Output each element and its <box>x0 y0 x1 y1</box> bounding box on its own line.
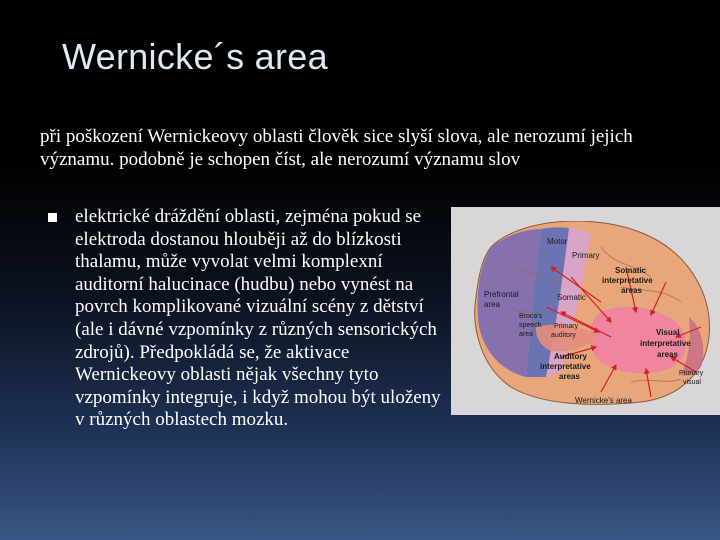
label-brocas-2: speech <box>519 322 542 329</box>
label-visual-interp-3: areas <box>657 350 678 359</box>
label-somatic-interp-1: Somatic <box>615 266 647 275</box>
label-auditory-interp-1: Auditory <box>554 352 587 361</box>
label-somatic-interp-2: interpretative <box>602 276 653 285</box>
label-brocas-1: Broca's <box>519 313 543 320</box>
label-visual-interp-2: interpretative <box>640 339 691 348</box>
label-primary-top: Primary <box>572 251 600 260</box>
bullet-text: elektrické dráždění oblasti, zejména pokud se elektroda dostanou hlouběji až do blízkosti thalamu, může vyvolat velmi komplexní auditorní halucinace (hudbu) nebo vynést na povrch komplikované vizuální scény z dětství (ale i dávné vzpomínky z různých sensorických zdrojů). Předpokládá se, že aktivace Wernickeovy oblasti nějak všechny tyto vzpomínky integruje, i když mohou být uloženy v různých oblastech mozku. <box>75 206 441 431</box>
label-auditory-interp-3: areas <box>559 372 580 381</box>
label-wernickes: Wernicke's area <box>575 396 632 405</box>
label-prefrontal-2: area <box>484 300 501 309</box>
label-visual-interp-1: Visual <box>656 328 680 337</box>
label-somatic-interp-3: areas <box>621 286 642 295</box>
label-somatic: Somatic <box>557 293 586 302</box>
label-auditory-interp-2: interpretative <box>540 362 591 371</box>
label-primary-auditory-1: Primary <box>554 323 579 330</box>
label-prefrontal-1: Prefrontal <box>484 290 519 299</box>
label-primary-auditory-2: auditory <box>551 332 576 339</box>
brain-diagram <box>451 207 720 415</box>
label-primary-visual-1: Primary <box>679 370 704 377</box>
label-brocas-3: area <box>519 331 534 338</box>
label-motor: Motor <box>547 237 568 246</box>
intro-paragraph: při poškození Wernickeovy oblasti člověk sice slyší slova, ale nerozumí jejich významu. podobně je schopen číst, ale nerozumí významu slov <box>40 126 633 170</box>
brain-diagram-svg <box>451 207 720 415</box>
square-bullet-icon <box>48 213 57 222</box>
bullet-item <box>40 206 450 432</box>
slide-title: Wernicke´s area <box>62 36 328 77</box>
label-primary-visual-2: visual <box>683 379 701 386</box>
